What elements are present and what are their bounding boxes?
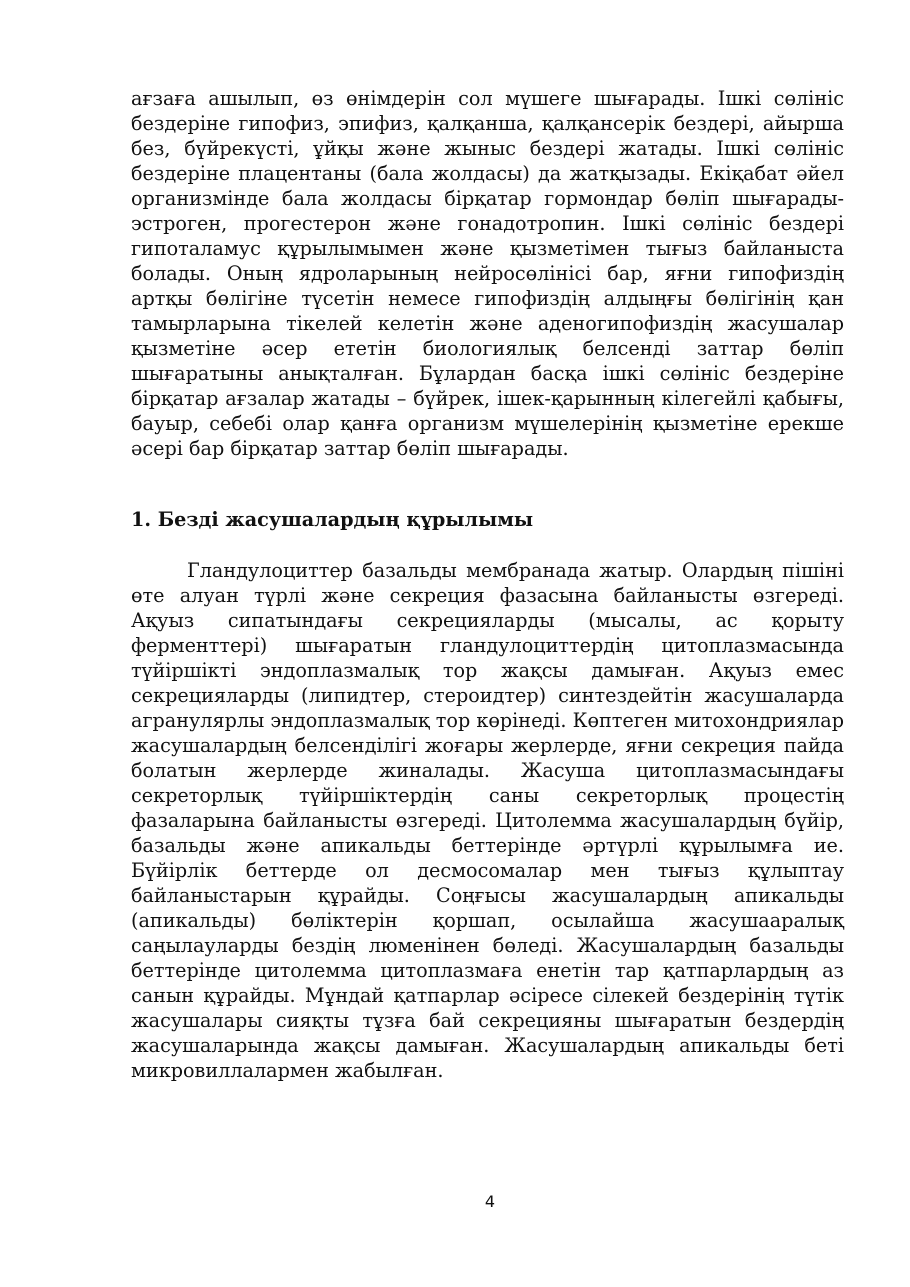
body-paragraph-1: ағзаға ашылып, өз өнімдерін сол мүшеге шығарады. Ішкі сөлініс бездеріне гипофиз, эпифиз, қалқанша, қалқансерік бездері, айырша без, бүйрекүсті, ұйқы және жыныс бездері жатады. Ішкі сөлініс бездеріне плацентаны (бала жолдасы) да жатқызады. Екіқабат әйел организмінде бала жолдасы бірқатар гормондар бөліп шығарады-эстроген, прогестерон және гонадотропин. Ішкі сөлініс бездері гипоталамус құрылымымен және қызметімен тығыз байланыста болады. Оның ядроларының нейросөлінісі бар, яғни гипофиздің артқы бөлігіне түсетін немесе гипофиздің алдыңғы бөлігінің қан тамырларына тікелей келетін және аденогипофиздің жасушалар қызметіне әсер ететін биологиялық белсенді заттар бөліп шығаратыны анықталған. Бұлардан басқа ішкі сөлініс бездеріне бірқатар ағзалар жатады – бүйрек, ішек-қарынның кілегейлі қабығы, бауыр, себебі олар қанға организм мүшелерінің қызметіне ерекше әсері бар бірқатар заттар бөліп шығарады. xyxy=(131,87,844,460)
section-heading: 1. Безді жасушалардың құрылымы xyxy=(131,508,534,531)
page-number: 4 xyxy=(484,1192,496,1211)
body-paragraph-2: Гландулоциттер базальды мембранада жатыр. Олардың пішіні өте алуан түрлі және секреция фазасына байланысты өзгереді. Ақуыз сипатындағы секрецияларды (мысалы, ас қорыту ферменттері) шығаратын гландулоциттердің цитоплазмасында түйіршікті эндоплазмалық тор жақсы дамыған. Ақуыз емес секрецияларды (липидтер, стероидтер) синтездейтін жасушаларда агранулярлы эндоплазмалық тор көрінеді. Көптеген митохондриялар жасушалардың белсенділігі жоғары жерлерде, яғни секреция пайда болатын жерлерде жиналады. Жасуша цитоплазмасындағы секреторлық түйіршіктердің саны секреторлық процестің фазаларына байланысты өзгереді. Цитолемма жасушалардың бүйір, базальды және апикальды беттерінде әртүрлі құрылымға ие. Бүйірлік беттерде ол десмосомалар мен тығыз құлыптау байланыстарын құрайды. Соңғысы жасушалардың апикальды (апикальды) бөліктерін қоршап, осылайша жасушааралық саңылауларды бездің люменінен бөледі. Жасушалардың базальды беттерінде цитолемма цитоплазмаға енетін тар қатпарлардың аз санын құрайды. Мұндай қатпарлар әсіресе сілекей бездерінің түтік жасушалары сияқты тұзға бай секрецияны шығаратын бездердің жасушаларында жақсы дамыған. Жасушалардың апикальды беті микровиллалармен жабылған. xyxy=(131,559,844,1082)
page-content xyxy=(131,86,844,1083)
